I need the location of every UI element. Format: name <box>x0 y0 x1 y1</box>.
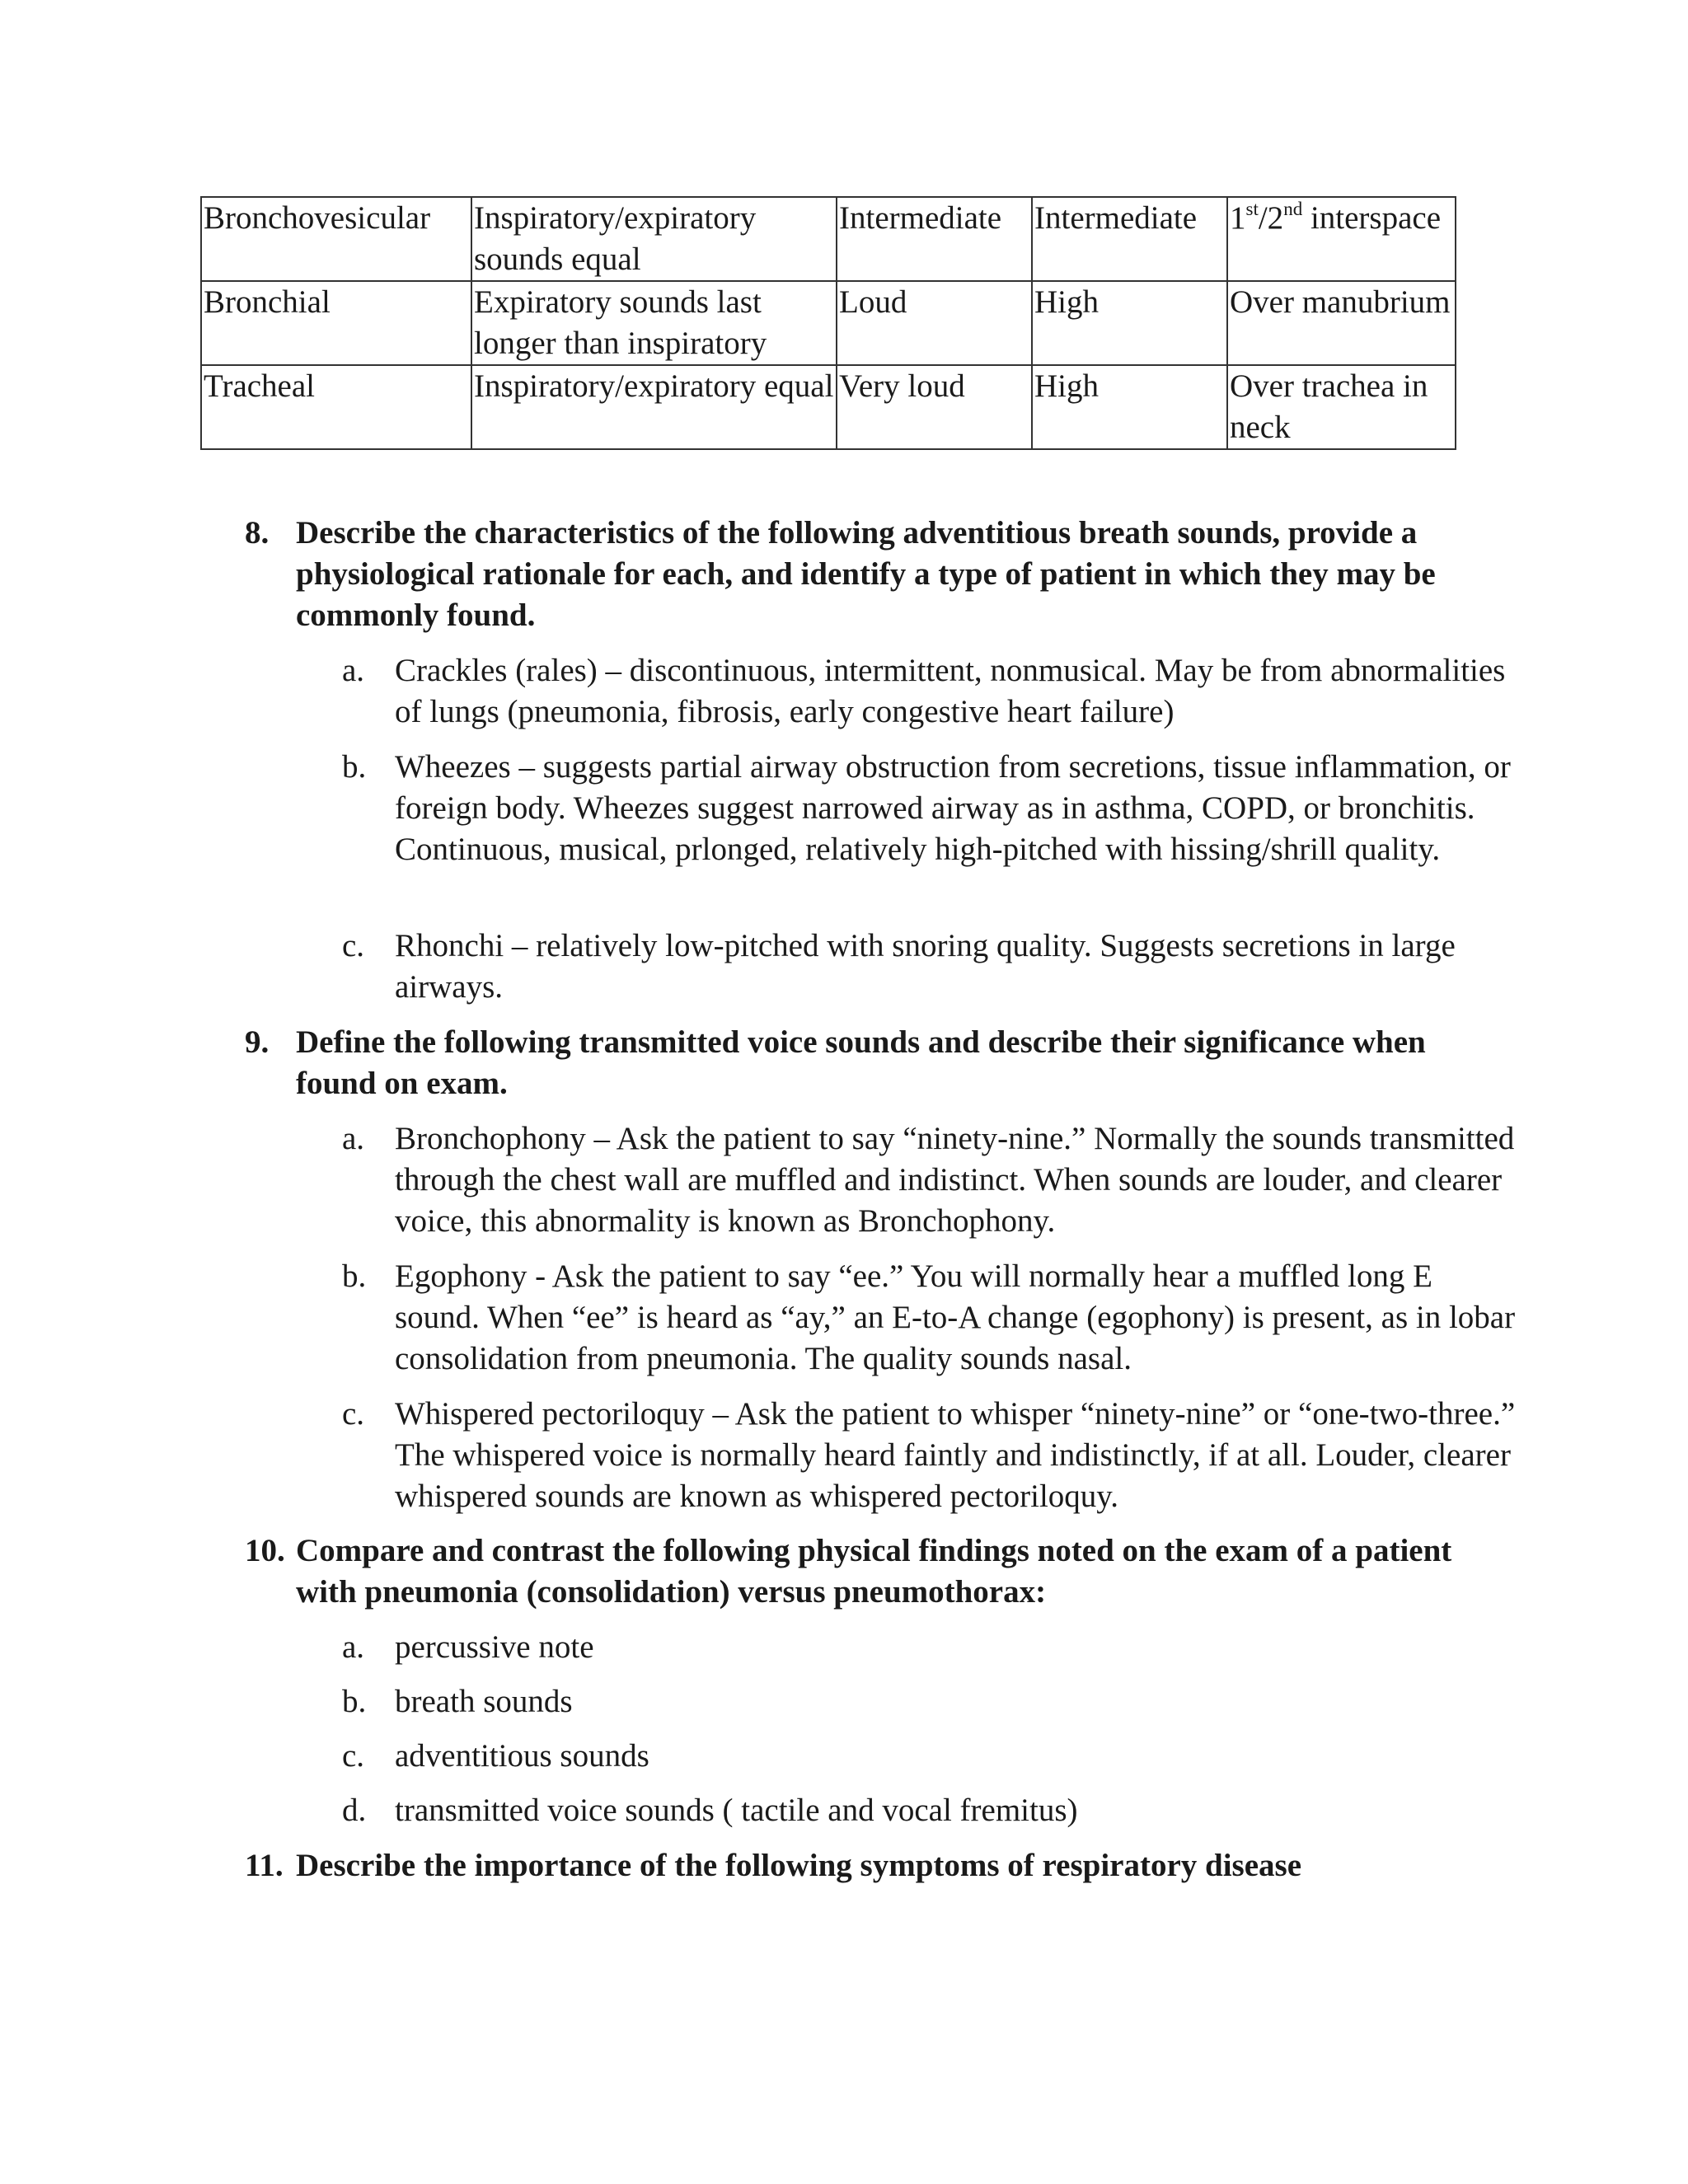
item-text: Egophony - Ask the patient to say “ee.” You will normally hear a muffled long E sound. When “ee” is heard as “ay,” an E-to-A change (egophony) is present, as in lobar consolidation from pneumonia. The quality sounds nasal. <box>395 1258 1516 1376</box>
item-text: Crackles (rales) – discontinuous, intermittent, nonmusical. May be from abnormalities of lungs (pneumonia, fibrosis, early congestive heart failure) <box>395 653 1506 729</box>
item-text: Wheezes – suggests partial airway obstruction from secretions, tissue inflammation, or foreign body. Wheezes suggest narrowed airway as in asthma, COPD, or bronchitis. Continuous, musical, prlonged, relatively high-pitched with hissing/shrill quality. <box>395 749 1511 867</box>
item-marker: c. <box>342 1738 365 1774</box>
question-text: Describe the importance of the following symptoms of respiratory disease <box>296 1848 1302 1883</box>
item-text: percussive note <box>395 1629 594 1665</box>
table-cell-pitch: High <box>1032 281 1227 365</box>
question-number: 11. <box>245 1848 284 1883</box>
item-marker: b. <box>342 1684 367 1719</box>
table-cell-intensity: Very loud <box>837 365 1032 449</box>
location-superscript: nd <box>1283 199 1303 219</box>
table-cell-duration: Expiratory sounds last longer than inspiratory <box>471 281 837 365</box>
table-cell-pitch: Intermediate <box>1032 197 1227 281</box>
table-cell-location: Over manubrium <box>1227 281 1456 365</box>
question-number: 8. <box>245 515 270 551</box>
item-marker: b. <box>342 1258 367 1294</box>
table-cell-sound-name: Tracheal <box>201 365 471 449</box>
item-text: Rhonchi – relatively low-pitched with snoring quality. Suggests secretions in large airways. <box>395 928 1456 1005</box>
question-text: Define the following transmitted voice sounds and describe their significance when found on exam. <box>296 1024 1426 1101</box>
table-cell-location <box>1227 197 1456 281</box>
item-marker: b. <box>342 749 367 785</box>
item-marker: a. <box>342 653 365 688</box>
table-cell-pitch: High <box>1032 365 1227 449</box>
location-text: interspace <box>1302 200 1442 236</box>
location-superscript: st <box>1245 199 1259 219</box>
table-row <box>201 281 1456 365</box>
location-text: /2 <box>1258 200 1284 236</box>
table-cell-sound-name: Bronchovesicular <box>201 197 471 281</box>
item-text: Bronchophony – Ask the patient to say “ninety-nine.” Normally the sounds transmitted through the chest wall are muffled and indistinct. When sounds are louder, and clearer voice, this abnormality is known as Bronchophony. <box>395 1121 1515 1239</box>
item-text: transmitted voice sounds ( tactile and vocal fremitus) <box>395 1793 1078 1828</box>
breath-sounds-table <box>200 196 1456 450</box>
item-text: adventitious sounds <box>395 1738 649 1774</box>
table-cell-duration: Inspiratory/expiratory equal <box>471 365 837 449</box>
item-marker: c. <box>342 1396 365 1432</box>
item-marker: d. <box>342 1793 367 1828</box>
table-cell-intensity: Loud <box>837 281 1032 365</box>
question-number: 10. <box>245 1533 285 1568</box>
table-row <box>201 197 1456 281</box>
item-marker: c. <box>342 928 365 963</box>
table-cell-intensity: Intermediate <box>837 197 1032 281</box>
table-cell-duration: Inspiratory/expiratory sounds equal <box>471 197 837 281</box>
location-text: 1 <box>1230 200 1246 236</box>
question-text: Compare and contrast the following physical findings noted on the exam of a patient with pneumonia (consolidation) versus pneumothorax: <box>296 1533 1452 1610</box>
table-cell-sound-name: Bronchial <box>201 281 471 365</box>
item-marker: a. <box>342 1629 365 1665</box>
item-text: Whispered pectoriloquy – Ask the patient to whisper “ninety-nine” or “one-two-three.” The whispered voice is normally heard faintly and indistinctly, if at all. Louder, clearer whispered sounds are known as whispered pectoriloquy. <box>395 1396 1516 1514</box>
question-number: 9. <box>245 1024 270 1060</box>
table-cell-location: Over trachea in neck <box>1227 365 1456 449</box>
item-text: breath sounds <box>395 1684 573 1719</box>
item-marker: a. <box>342 1121 365 1156</box>
table-row <box>201 365 1456 449</box>
question-text: Describe the characteristics of the following adventitious breath sounds, provide a physiological rationale for each, and identify a type of patient in which they may be commonly found. <box>296 515 1436 633</box>
